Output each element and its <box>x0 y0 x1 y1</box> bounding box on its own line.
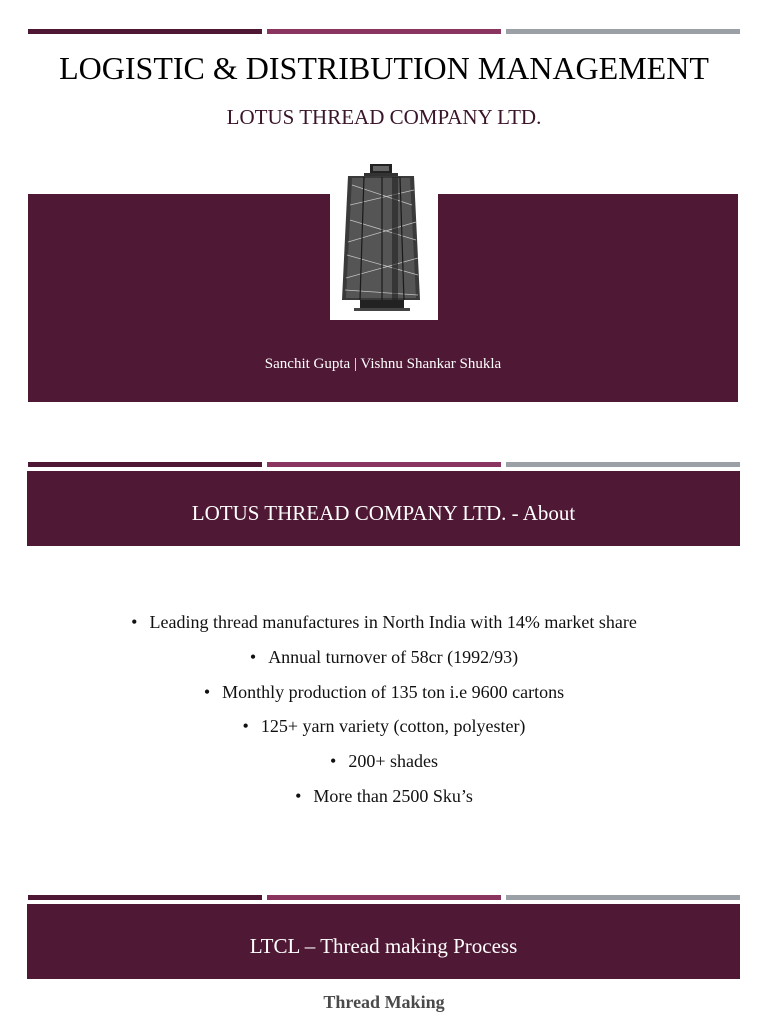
accent-rule-mid <box>267 29 501 34</box>
accent-rule-dark <box>28 29 262 34</box>
list-item: • 200+ shades <box>330 751 438 772</box>
presentation-subtitle: LOTUS THREAD COMPANY LTD. <box>226 105 542 129</box>
process-subheading: Thread Making <box>323 992 445 1012</box>
process-header-band <box>27 904 740 979</box>
list-item: • More than 2500 Sku’s <box>295 785 473 806</box>
accent-rule-grey <box>506 895 740 900</box>
accent-rule-mid <box>267 462 501 467</box>
list-item: • 125+ yarn variety (cotton, polyester) <box>242 716 526 737</box>
thread-spool-icon <box>330 160 438 320</box>
accent-rule-grey <box>506 29 740 34</box>
bullet-icon: • <box>242 716 249 737</box>
accent-rule-dark <box>28 895 262 900</box>
bullet-icon: • <box>295 785 302 806</box>
presentation-title: LOGISTIC & DISTRIBUTION MANAGEMENT <box>59 50 709 86</box>
about-header-title: LOTUS THREAD COMPANY LTD. - About <box>191 501 576 525</box>
about-header-band <box>27 471 740 546</box>
authors-line: Sanchit Gupta | Vishnu Shankar Shukla <box>264 356 502 372</box>
bullet-icon: • <box>203 681 211 702</box>
bullet-icon: • <box>330 751 337 772</box>
about-bullet-list <box>0 608 768 817</box>
thread-spool-image <box>330 160 438 320</box>
accent-rule-mid <box>267 895 501 900</box>
accent-rule-dark <box>28 462 262 467</box>
bullet-icon: • <box>131 612 138 632</box>
list-item: • Leading thread manufactures in North India with 14% market share <box>131 612 637 632</box>
accent-rule-grey <box>506 462 740 467</box>
list-item: • Monthly production of 135 ton i.e 9600 cartons <box>203 681 565 702</box>
list-item: • Annual turnover of 58cr (1992/93) <box>249 646 519 667</box>
process-header-title: LTCL – Thread making Process <box>249 934 518 958</box>
bullet-icon: • <box>249 646 257 667</box>
